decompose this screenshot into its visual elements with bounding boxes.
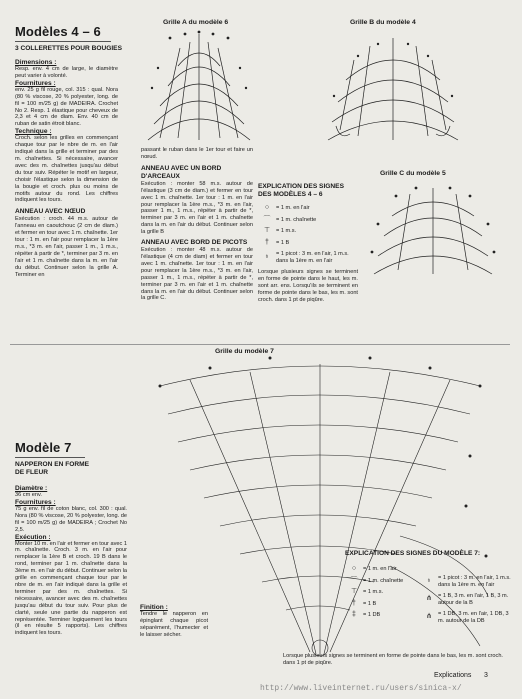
legend-4-6-title: EXPLICATION DES SIGNES DES MODÈLES 4 – 6 [258, 183, 344, 198]
diam-label: Diamètre : [15, 485, 48, 492]
legend7-b: † = 1 B [345, 601, 415, 608]
model7-rule [15, 457, 85, 458]
anneau-text: Exécution : croch. 44 m.s. autour de l'anneau en caoutchouc (2 cm de diam.) et fermer en tour avec 1 m. chaînette. 1er tour : 1 m. en l'air pour remplacer la 1ère m.s., *3 m. en l'air, passer 1 m., 1 m.s., répéter à partir de *, terminer par 3 m. en l'air et 1 m. chaînette dans la m. en l'air du début. Continuer selon la grille A. Terminer en [15, 216, 118, 278]
grille-b-diagram [318, 30, 468, 150]
anneau-title: ANNEAU AVEC NŒUD [15, 208, 86, 216]
grille-a-caption: Grille A du modèle 6 [163, 19, 229, 26]
left-text-block [15, 59, 118, 278]
legend-item-b: † = 1 B [258, 240, 358, 247]
slip-stitch-icon: ⌒ [350, 576, 358, 584]
watermark-url: http://www.liveinternet.ru/users/sinica-x/ [260, 684, 462, 693]
legend-4-6-note: Lorsque plusieurs signes se terminent en forme de pointe dans le haut, les m. sont arr. ens. Lorsqu'ils se terminent en forme de pointe dans le bas, les m. sont croch. dans 1 pt de piqûre. [258, 269, 358, 303]
exec-label: Exécution : [15, 533, 51, 541]
legend7-left [345, 566, 415, 624]
treble-crochet-icon: ‡ [352, 611, 356, 618]
fournitures-text: env. 25 g fil rouge, col. 315 : qual. Nora (80 % viscose, 20 % polyester, long. de fil = 100 m/25 g) de MADEIRA. Crochet No 2. Resp. 1 élastique pour cheveux de 2,3 et 4 cm de diam. Env. 40 cm de ruban de satin étroit blanc. [15, 86, 118, 128]
grille-a-diagram [140, 28, 258, 148]
page-title: Modèles 4 – 6 [15, 24, 101, 39]
picot-icon: ♁ [264, 253, 270, 261]
middle-text-block [141, 147, 253, 302]
continued-text: passant le ruban dans le 1er tour et faire un nœud. [141, 147, 253, 160]
single-crochet-icon: ⊤ [263, 227, 271, 234]
model7-subtitle: NAPPERON EN FORME DE FLEUR [15, 461, 90, 476]
slip-stitch-icon: ⌒ [263, 215, 271, 223]
b-shell-icon: ⋔ [426, 595, 432, 603]
exec-text: Monter 10 m. en l'air et fermer en tour avec 1 m. chaînette. Croch. 3 m. en l'air pour remplacer la 1ère B et croch. 19 B dans le rond, terminer par 1 m. chaînette dans la 3ème m. en l'air du début. Continuer selon la grille en commençant chaque tour par le nbre de m. en l'air indiqué dans la grille et terminer par des m. chaînettes. Si nécessaire, avancer avec des m. chaînettes jusqu'au début du tour suiv. Pour plus de clarté, seule une partie du napperon est représentée. Terminer logiquement les tours (il en résulte 5 rapports). Les chiffres indiquent les tours. [15, 540, 127, 637]
model7-fourn-text: 75 g env. fil de coton blanc, col. 300 : qual. Nora (80 % viscose, 20 % polyester, long. de fil = 100 m/25 g) de MADEIRA ; Crochet No 2,5. [15, 505, 127, 533]
model7-fourn-label: Fournitures : [15, 498, 56, 506]
dimensions-label: Dimensions : [15, 59, 57, 66]
legend7-b-shell: ⋔ = 1 B, 3 m. en l'air, 1 B, 3 m. autour de la B [420, 593, 512, 606]
grille-b-caption: Grille B du modèle 4 [350, 19, 416, 26]
arceaux-text: Exécution : monter 58 m.s. autour de l'élastique (3 cm de diam.) et fermer en tour avec 1 m. chaînette. 1er tour : 1 m. en l'air pour remplacer la 1ère m.s., *3 m. en l'air, passer 1 m., 1 m.s., répéter à partir de *, terminer par 3 m. en l'air et 1 m. chaînette dans la m. en l'air du début. Continuer selon la grille B [141, 180, 253, 236]
picots-text: Exécution : monter 48 m.s. autour de l'élastique (4 cm de diam) et fermer en tour avec 1 m. chaînette. 1er tour : 1 m. en l'air pour remplacer la 1ère m.s., *3 m. en l'air, passer 1 m., 1 m.s., répéter à partir de *, terminer par 3 m. en l'air et 1 m. chaînette dans la m. en l'air du début. Continuer selon la grille C. [141, 247, 253, 302]
title-rule [15, 41, 111, 42]
db-shell-icon: ⋔ [426, 613, 432, 621]
legend7-note: Lorsque plusieurs signes se terminent en forme de pointe dans le bas, les m. sont croch. dans 1 pt de piqûre. [283, 653, 503, 666]
finition-block [140, 604, 208, 639]
arceaux-title: ANNEAU AVEC UN BORD D'ARCEAUX [141, 164, 222, 180]
grille-c-diagram [368, 182, 498, 282]
double-crochet-icon: † [265, 238, 269, 246]
double-crochet-icon: † [352, 599, 356, 607]
legend7-slip: ⌒ = 1 m. chaînette [345, 578, 415, 585]
grille-7-caption: Grille du modèle 7 [215, 348, 274, 355]
legend7-title: EXPLICATION DES SIGNES DU MODÈLE 7: [345, 550, 481, 557]
model7-title: Modèle 7 [15, 440, 72, 455]
chain-icon: ○ [351, 565, 357, 572]
legend-item-picot: ♁ = 1 picot : 3 m. en l'air, 1 m.s. dans la 1ère m. en l'air [258, 251, 358, 264]
chain-icon: ○ [264, 204, 270, 211]
model7-text-block [15, 485, 127, 637]
diam-text: 36 cm env. [15, 492, 42, 498]
page-number: 3 [484, 672, 488, 679]
section-divider [10, 344, 510, 345]
legend7-sc: ⊤ = 1 m.s. [345, 589, 415, 596]
legend-item-chain: ○ = 1 m. en l'air [258, 205, 358, 212]
picot-icon: ♁ [426, 577, 432, 585]
legend7-picot: ♁ = 1 picot : 3 m. en l'air, 1 m.s. dans la 1ère m. en l'air [420, 575, 512, 588]
technique-label: Technique : [15, 128, 52, 136]
legend-4-6 [258, 183, 358, 304]
section-subtitle: 3 COLLERETTES POUR BOUGIES [15, 45, 122, 52]
picots-title: ANNEAU AVEC BORD DE PICOTS [141, 239, 248, 247]
legend7-db: ‡ = 1 DB [345, 612, 415, 619]
grille-c-caption: Grille C du modèle 5 [380, 170, 446, 177]
legend-item-sc: ⊤ = 1 m.s. [258, 228, 358, 235]
fournitures-label: Fournitures : [15, 79, 56, 87]
finition-label: Finition : [140, 604, 168, 611]
dimensions-text: Resp. env. 4 cm de large, le diamètre peut varier à volonté. [15, 66, 118, 79]
legend7-db-shell: ⋔ = 1 DB, 3 m. en l'air, 1 DB, 3 m. autour de la DB [420, 611, 512, 624]
footer-section: Explications [434, 672, 472, 679]
legend7-chain: ○ = 1 m. en l'air [345, 566, 415, 573]
legend7-right [420, 575, 512, 629]
technique-text: Croch. selon les grilles en commençant chaque tour par le nbre de m. en l'air indiqué dans la grille et terminer par des m. chaînettes. Si nécessaire, avancer avec des m. chaînettes jusqu'au début du tour suiv. Répéter le motif en largeur, choisir l'élastique selon la dimension de la bougie et croch. plus ou moins de motifs autour du rond. Les chiffres indiquent les tours. [15, 135, 118, 204]
legend-item-slip: ⌒ = 1 m. chaînette [258, 217, 358, 224]
finition-text: Tendre le napperon en épinglant chaque picot séparément, l'humecter et le laisser sécher. [140, 611, 208, 638]
single-crochet-icon: ⊤ [350, 588, 358, 595]
